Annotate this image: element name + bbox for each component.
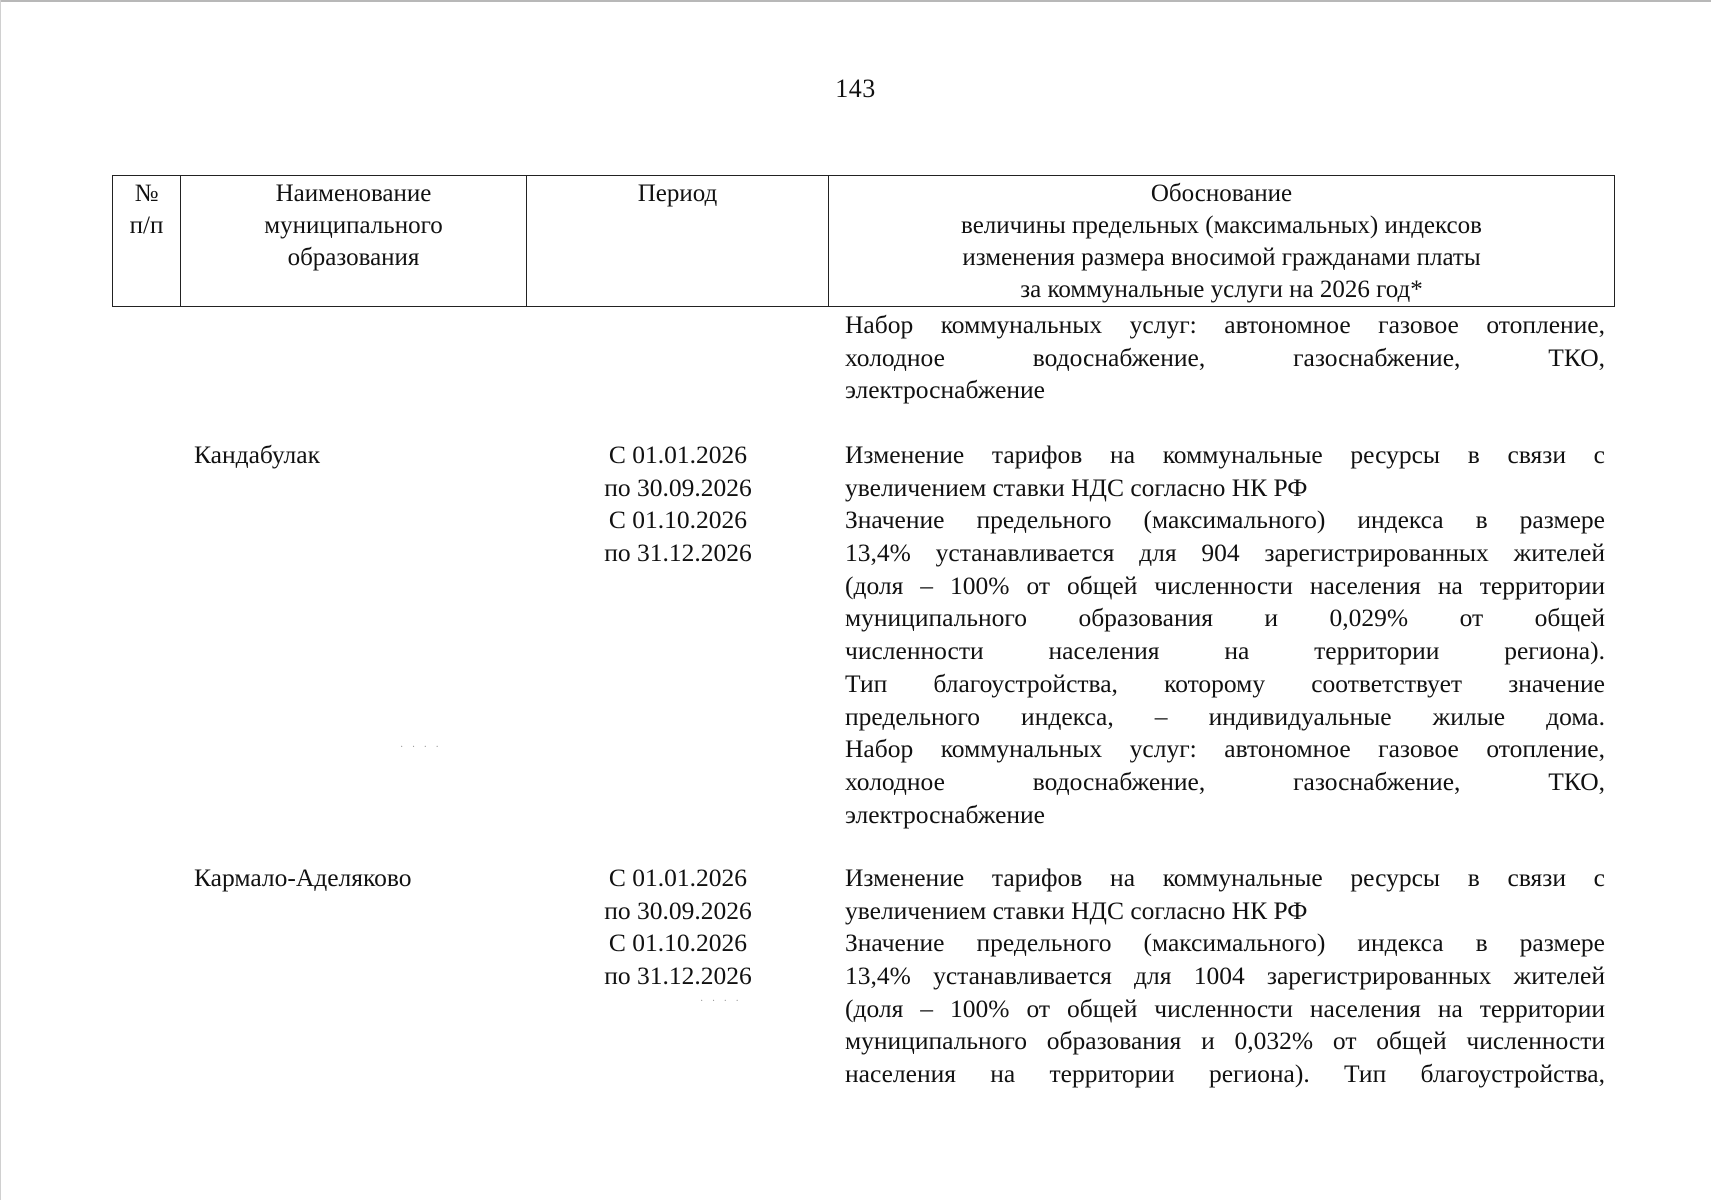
period-line: по 30.09.2026	[604, 472, 752, 502]
scan-specks: · · · ·	[700, 996, 742, 1007]
header-number-line: №	[134, 180, 159, 207]
header-cell-period	[527, 176, 829, 307]
scan-edge-top	[0, 0, 1711, 2]
justification-line: муниципального образования и 0,029% от общей	[845, 603, 1605, 633]
page-number: 143	[835, 74, 876, 103]
justification-line: (доля – 100% от общей численности населения на территории	[845, 993, 1605, 1023]
justification-line: 13,4% устанавливается для 1004 зарегистрированных жителей	[845, 961, 1605, 991]
header-cell-justification	[829, 176, 1615, 307]
justification-line: предельного индекса, – индивидуальные жилые дома.	[845, 701, 1605, 731]
period-line: С 01.01.2026	[608, 440, 748, 469]
justification-line: (доля – 100% от общей численности населения на территории	[845, 570, 1605, 600]
period-line: по 31.12.2026	[604, 961, 752, 991]
justification-line: электроснабжение	[845, 375, 1046, 405]
justification-cell	[845, 862, 1605, 1091]
period-line: по 31.12.2026	[604, 538, 752, 568]
header-cell-number	[113, 176, 181, 307]
scan-edge-left	[0, 0, 1, 1200]
justification-line: численности населения на территории региона).	[845, 636, 1605, 666]
period-line: С 01.10.2026	[608, 928, 748, 958]
justification-line: увеличением ставки НДС согласно НК РФ	[845, 895, 1308, 925]
period-line: по 30.09.2026	[604, 895, 752, 925]
table-header	[112, 175, 1615, 307]
period-cell	[588, 439, 768, 570]
municipality-name: Кандабулак	[194, 440, 320, 469]
justification-line: Тип благоустройства, которому соответствует значение	[845, 668, 1605, 698]
period-line: С 01.10.2026	[608, 505, 748, 535]
municipality-name: Кармало-Аделяково	[194, 863, 412, 892]
scan-specks: · · · ·	[400, 742, 442, 753]
justification-line: увеличением ставки НДС согласно НК РФ	[845, 472, 1308, 502]
header-justification-line: величины предельных (максимальных) индексов	[961, 212, 1482, 239]
header-municipality-line: образования	[287, 244, 420, 271]
header-justification-line: Обоснование	[1150, 180, 1293, 207]
justification-line: Набор коммунальных услуг: автономное газовое отопление,	[845, 734, 1605, 764]
justification-line: населения на территории региона). Тип благоустройства,	[845, 1059, 1605, 1089]
period-line: С 01.01.2026	[608, 863, 748, 892]
justification-line: холодное водоснабжение, газоснабжение, ТКО,	[845, 342, 1605, 372]
header-municipality-line: муниципального	[264, 212, 443, 239]
justification-line: Изменение тарифов на коммунальные ресурсы в связи с	[845, 440, 1605, 469]
period-cell	[588, 862, 768, 993]
header-justification-line: изменения размера вносимой гражданами платы	[962, 244, 1481, 271]
justification-cell	[845, 439, 1605, 831]
justification-line: Значение предельного (максимального) индекса в размере	[845, 505, 1605, 535]
continuation-justification	[845, 309, 1605, 407]
justification-line: Набор коммунальных услуг: автономное газовое отопление,	[845, 310, 1605, 339]
justification-line: Значение предельного (максимального) индекса в размере	[845, 928, 1605, 958]
header-justification-line: за коммунальные услуги на 2026 год*	[1020, 276, 1423, 303]
header-number-line: п/п	[129, 212, 164, 239]
justification-line: 13,4% устанавливается для 904 зарегистрированных жителей	[845, 538, 1605, 568]
justification-line: холодное водоснабжение, газоснабжение, ТКО,	[845, 766, 1605, 796]
header-municipality-line: Наименование	[275, 180, 432, 207]
header-cell-municipality	[181, 176, 527, 307]
header-period-line: Период	[637, 180, 718, 207]
justification-line: муниципального образования и 0,032% от общей численности	[845, 1026, 1605, 1056]
justification-line: электроснабжение	[845, 799, 1046, 829]
justification-line: Изменение тарифов на коммунальные ресурсы в связи с	[845, 863, 1605, 892]
